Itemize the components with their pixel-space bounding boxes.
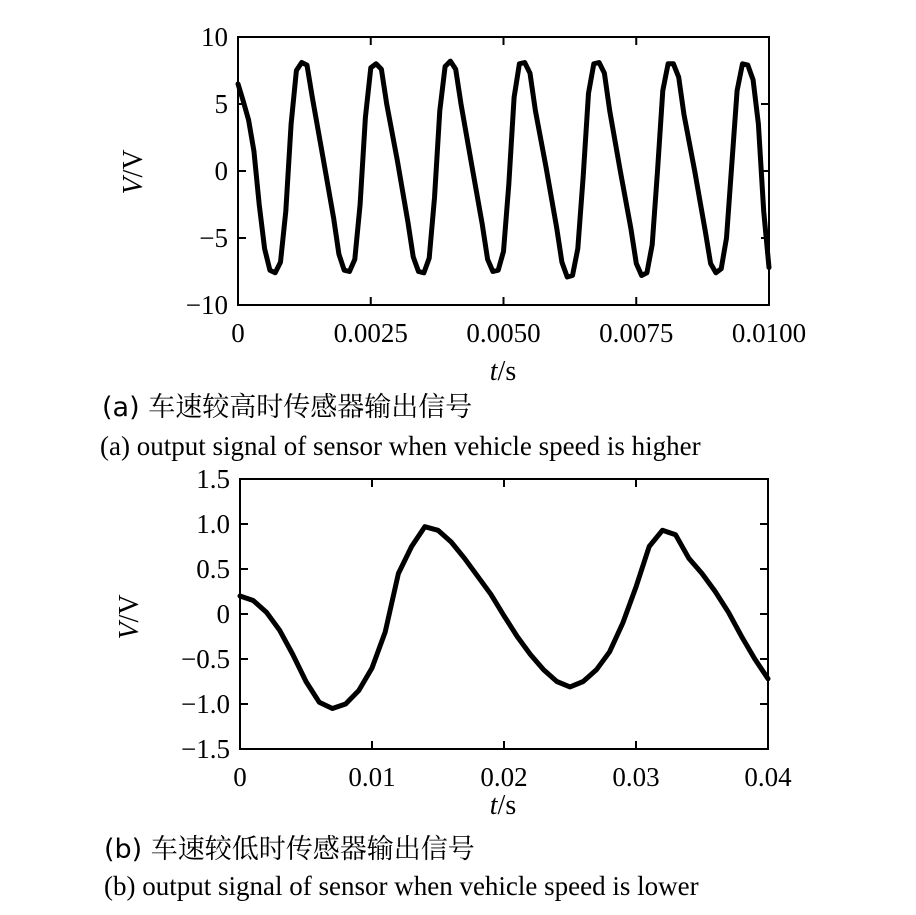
x-tick-label-a: 0.0100 (731, 318, 807, 348)
y-axis-label-b (114, 594, 145, 639)
caption-b-chinese: (b) 车速较低时传感器输出信号 (104, 834, 475, 865)
caption-a-english: (a) output signal of sensor when vehicle speed is higher (100, 431, 701, 461)
caption-a-chinese: (a) 车速较高时传感器输出信号 (102, 392, 473, 423)
ticks-b (181, 464, 792, 792)
axis-label-unit: /V (114, 594, 145, 623)
ticks-a (186, 22, 806, 348)
y-tick-label-b: −0.5 (181, 644, 230, 674)
chart-panel-a (118, 22, 806, 387)
axis-label-symbol: t (489, 790, 498, 821)
x-tick-label-a: 0.0025 (333, 318, 408, 348)
y-tick-label-b: −1.0 (181, 689, 230, 719)
x-axis-label-b (490, 790, 516, 821)
x-tick-label-a: 0 (231, 318, 245, 348)
x-tick-label-b: 0.03 (612, 762, 660, 792)
x-tick-label-b: 0.02 (480, 762, 528, 792)
chart-panel-b (114, 464, 792, 821)
axis-label-symbol: t (489, 356, 498, 387)
axis-label-unit: /V (118, 149, 149, 178)
plot-frame-a (238, 37, 769, 305)
axis-label-symbol: V (118, 177, 149, 195)
y-tick-label-b: 0 (216, 599, 230, 629)
y-tick-label-a: 10 (201, 22, 228, 52)
y-tick-label-a: 0 (214, 156, 228, 186)
y-tick-label-a: −10 (185, 290, 228, 320)
x-tick-label-b: 0 (233, 762, 247, 792)
y-axis-label-a (118, 149, 149, 194)
x-tick-label-a: 0.0075 (599, 318, 674, 348)
axis-label-unit: /s (497, 356, 517, 387)
y-tick-label-b: 1.5 (196, 464, 230, 494)
caption-b-english: (b) output signal of sensor when vehicle speed is lower (104, 871, 699, 901)
y-tick-label-b: 1.0 (196, 509, 230, 539)
y-tick-label-a: 5 (214, 89, 228, 119)
y-tick-label-b: −1.5 (181, 734, 230, 764)
axis-label-unit: /s (497, 790, 517, 821)
y-tick-label-a: −5 (199, 223, 228, 253)
y-tick-label-b: 0.5 (196, 554, 230, 584)
axis-label-symbol: V (114, 622, 145, 640)
signal-line-b (240, 527, 768, 709)
x-tick-label-b: 0.04 (744, 762, 792, 792)
signal-line-a (238, 61, 769, 277)
x-axis-label-a (490, 356, 516, 387)
x-tick-label-a: 0.0050 (466, 318, 541, 348)
x-tick-label-b: 0.01 (348, 762, 396, 792)
